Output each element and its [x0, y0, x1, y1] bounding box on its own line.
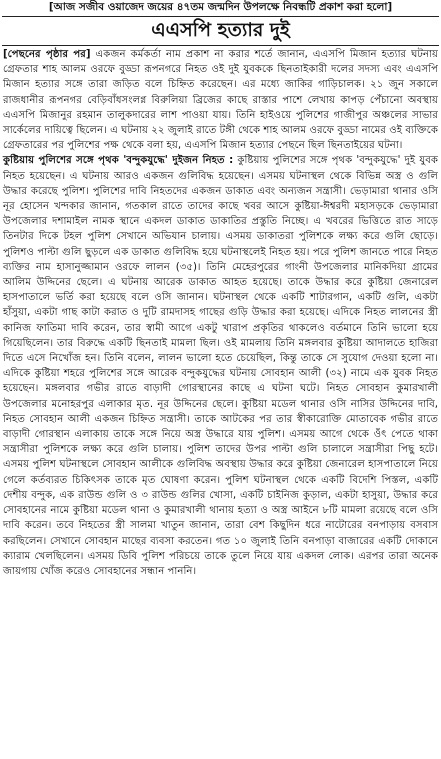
article-headline: এএসপি হত্যার দুই — [2, 17, 439, 46]
article-body — [2, 46, 439, 579]
paragraph-kushtia — [3, 153, 438, 579]
section-subhead: কুষ্টিয়ায় পুলিশের সঙ্গে পৃথক 'বন্দুকযুদ্ধে' দুইজন নিহত : — [3, 155, 234, 167]
paragraph-text: কুষ্টিয়ায় পুলিশের সঙ্গে পৃথক 'বন্দুকযুদ্ধে' দুই যুবক নিহত হয়েছেন। এ ঘটনায় আরও একজন গুলিবিদ্ধ হয়েছেন। এসময় ঘটনাস্থল থেকে বিভিন্ন অস্ত্র ও গুলি উদ্ধার করেছে পুলিশ। পুলিশের দাবি নিহতদের একজন ডাকাত এবং অন্যজন সন্ত্রাসী। ভেড়ামারা থানার ওসি নূর হোসেন খন্দকার জানান, গতকাল রাতে তাদের কাছে খবর আসে কুষ্টিয়া-ঈশ্বরদী মহাসড়কে ভেড়ামারা উপজেলার দশামাইল নামক স্থানে একদল ডাকাত ডাকাতির প্রস্তুতি নিচ্ছে। এ খবরের ভিত্তিতে রাত সাড়ে তিনটার দিকে টহল পুলিশ সেখানে অভিযান চালায়। এসময় ডাকাতরা পুলিশকে লক্ষ্য করে গুলি ছোড়ে। পুলিশও পাল্টা গুলি ছুড়লে এক ডাকাত গুলিবিদ্ধ হয়ে ঘটনাস্থলেই নিহত হয়। পরে পুলিশ জানতে পারে নিহত ব্যক্তির নাম হাসানুজ্জামান ওরফে লালন (৩৫)। তিনি মেহেরপুরের গাংনী উপজেলার মানিকদিয়া গ্রামের আলিম উদ্দিনের ছেলে। এ ঘটনায় আরেক ডাকাত আহত হয়েছে। তাকে উদ্ধার করে কুষ্টিয়া জেনারেল হাসপাতালে ভর্তি করা হয়েছে বলে ওসি জানান। ঘটনাস্থল থেকে একটি শাটারগান, একটি গুলি, একটা হাঁসুয়া, একটা গাছ কাটা করাত ও দুটি রামদাসহ গাছের গুড়ি উদ্ধার করা হয়েছে। এদিকে নিহত লালনের স্ত্রী কানিজ ফাতিমা দাবি করেন, তার স্বামী আগে একটু খারাপ প্রকৃতির থাকলেও বর্তমানে তিনি ভালো হয়ে গিয়েছিলেন। তার বিরুদ্ধে একটি ছিনতাই মামলা ছিল। ওই মামলায় তিনি মঙ্গলবার কুষ্টিয়া আদালতে হাজিরা দিতে এসে নিখোঁজ হন। তিনি বলেন, লালন ভালো হতে চেয়েছিল, কিন্তু তাকে সে সুযোগ দেওয়া হলো না। এদিকে কুষ্টিয়া শহরে পুলিশের সঙ্গে আরেক বন্দুকযুদ্ধের ঘটনায় সোবহান আলী (৩২) নামে এক যুবক নিহত হয়েছেন। মঙ্গলবার গভীর রাতে বাড়াদী গোরস্থানের কাছে এ ঘটনা ঘটে। নিহত সোবহান কুমারখালী উপজেলার মনোহরপুর এলাকার মৃত. নূর উদ্দিনের ছেলে। কুষ্টিয়া মডেল থানার ওসি নাসির উদ্দিনের দাবি, নিহত সোবহান আলী একজন চিহ্নিত সন্ত্রাসী। তাকে আটকের পর তার স্বীকারোক্তি মোতাবেক গভীর রাতে বাড়াদী গোরস্থান এলাকায় তাকে সঙ্গে নিয়ে অস্ত্র উদ্ধারে যায় পুলিশ। এসময় আগে থেকে ওঁৎ পেতে থাকা সন্ত্রাসীরা পুলিশকে লক্ষ্য করে গুলি চালায়। পুলিশ তাদের উপর পাল্টা গুলি চালালে সন্ত্রাসীরা পিছু হটে। এসময় পুলিশ ঘটনাস্থলে সোবহান আলীকে গুলিবিদ্ধ অবস্থায় উদ্ধার করে কুষ্টিয়া জেনারেল হাসপাতালে নিয়ে গেলে কর্তব্যরত চিকিৎসক তাকে মৃত ঘোষণা করেন। পুলিশ ঘটনাস্থল থেকে একটি বিদেশি পিস্তল, একটি দেশীয় বন্দুক, এক রাউন্ড গুলি ও ৩ রাউন্ড গুলির খোসা, একটি চাইনিজ কুড়াল, একটা হাসুয়া, উদ্ধার করে সোবহানের নামে কুষ্টিয়া মডেল থানা ও কুমারখালী থানায় হত্যা ও অস্ত্র আইনে ৮টি মামলা রয়েছে বলে ওসি দাবি করেন। তবে নিহতের স্ত্রী সালমা খাতুন জানান, তারা বেশ কিছুদিন ধরে নাটোরের বনপাড়ায় বসবাস করছিলেন। সেখানে সোবহান মাছের ব্যবসা করতেন। গত ১০ জুলাই তিনি বনপাড়া বাজারের একটি দোকানে ক্যারাম খেলছিলেন। এসময় ডিবি পুলিশ পরিচয়ে তাকে তুলে নিয়ে যায় একদল লোক। এরপর তারা অনেক জায়গায় খোঁজ করেও সোবহানের সন্ধান পাননি। — [3, 155, 439, 577]
continued-from-label: [পেছনের পৃষ্ঠার পর] — [3, 49, 91, 60]
paragraph-text: একজন কর্মকর্তা নাম প্রকাশ না করার শর্তে জানান, এএসপি মিজান হত্যার ঘটনায় গ্রেফতার শাহ আলম ওরফে বুড্ডা রূপনগরে নিহত ওই দুই যুবককে ছিনতাইকারী দলের সদস্য এবং এএসপি মিজান হত্যার সঙ্গে তারা জড়িত বলে চিহ্নিত করেছেন। এর মধ্যে জাকির গাড়িচালক। ২১ জুন সকালে রাজধানীর রূপনগর বেড়িবাঁধসংলগ্ন বিরুলিয়া ব্রিজের কাছে রাস্তার পাশে লেখায় কাপড় পেঁচানো অবস্থায় এএসপি মিজানুর রহমান তালুকদারের লাশ পাওয়া যায়। তিনি হাইওয়ে পুলিশের গাজীপুর অঞ্চলের সাভার সার্কেলের দায়িত্বে ছিলেন। এ ঘটনায় ২২ জুলাই রাতে টঙ্গী থেকে শাহ আলম ওরফে বুড্ডা নামের ওই ব্যক্তিকে গ্রেফতারের পর পুলিশের পক্ষ থেকে বলা হয়, এএসপি মিজান হত্যার পেছনে ছিল ছিনতাইয়ের ঘটনা। — [3, 49, 438, 152]
top-note: [আজ সজীব ওয়াজেদ জয়ের ৪৭তম জন্মদিন উপলক্ষে নিবন্ধটি প্রকাশ করা হলো] — [2, 0, 439, 17]
paragraph-continuation — [3, 47, 438, 153]
